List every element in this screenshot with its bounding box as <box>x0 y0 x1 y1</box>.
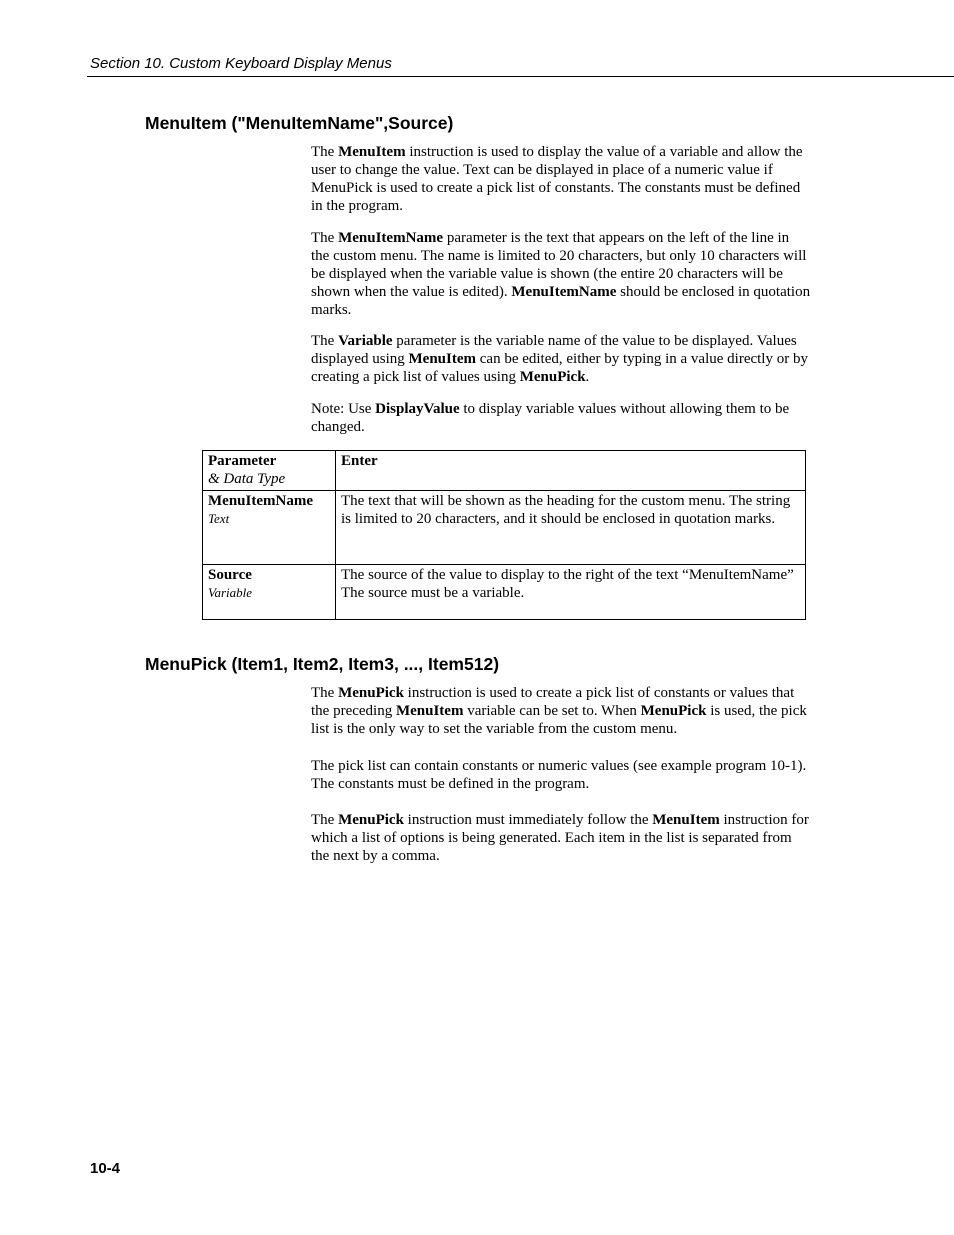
parameter-description: The text that will be shown as the heading for the custom menu. The string is limited to 20 characters, and it should be enclosed in quotation marks. <box>336 491 806 565</box>
enter-header-cell <box>336 451 806 491</box>
menupick-description-paragraph: The MenuPick instruction is used to create a pick list of constants or values that the preceding MenuItem variable can be set to. When MenuPick is used, the pick list is the only way to set the variable from the custom menu. <box>311 685 807 737</box>
parameter-type: Variable <box>208 585 253 600</box>
enter-header-label: Enter <box>341 453 378 469</box>
parameter-name: Source <box>208 567 252 583</box>
menuitem-description-paragraph: The MenuItem instruction is used to display the value of a variable and allow the user to change the value. Text can be displayed in place of a numeric value if MenuPick is used to create a pick list of constants. The constants must be defined in the program. <box>311 144 803 214</box>
note-paragraph: Note: Use DisplayValue to display variable values without allowing them to be changed. <box>311 401 790 435</box>
parameter-description: The source of the value to display to the right of the text “MenuItemName” The source must be a variable. <box>336 565 806 620</box>
pick-list-paragraph: The pick list can contain constants or numeric values (see example program 10-1). The constants must be defined in the program. <box>311 758 807 792</box>
data-type-header-label: & Data Type <box>208 471 286 487</box>
menupick-heading: MenuPick (Item1, Item2, Item3, ..., Item512) <box>145 654 500 674</box>
menupick-order-paragraph: The MenuPick instruction must immediately follow the MenuItem instruction for which a list of options is being generated. Each item in the list is separated from the next by a comma. <box>311 812 809 864</box>
parameter-header-label: Parameter <box>208 453 277 469</box>
parameter-type: Text <box>208 511 230 526</box>
parameter-header-cell <box>203 451 336 491</box>
header-rule <box>87 76 954 77</box>
parameter-name: MenuItemName <box>208 493 313 509</box>
table-row <box>203 491 806 565</box>
variable-parameter-paragraph: The Variable parameter is the variable name of the value to be displayed. Values displayed using MenuItem can be edited, either by typing in a value directly or by creating a pick list of values using MenuPick. <box>311 333 808 385</box>
parameter-cell <box>203 565 336 620</box>
parameter-cell <box>203 491 336 565</box>
page-number: 10-4 <box>90 1160 121 1177</box>
table-row <box>203 565 806 620</box>
menuitemname-parameter-paragraph: The MenuItemName parameter is the text that appears on the left of the line in the custom menu. The name is limited to 20 characters, but only 10 characters will be displayed when the variable value is shown (the entire 20 characters will be shown when the value is edited). MenuItemName should be enclosed in quotation marks. <box>311 230 811 318</box>
parameter-table-header-row <box>203 451 806 491</box>
parameter-table <box>202 450 806 620</box>
menuitem-heading: MenuItem ("MenuItemName",Source) <box>145 113 454 133</box>
running-header: Section 10. Custom Keyboard Display Menus <box>90 55 392 72</box>
